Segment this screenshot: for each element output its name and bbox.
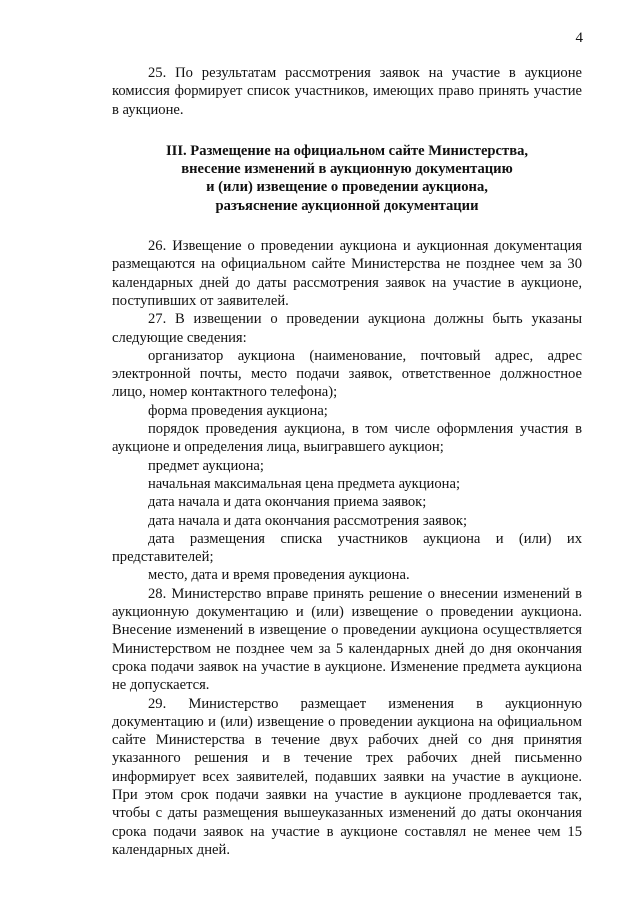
list-item: дата размещения списка участников аукциона и (или) их представителей; xyxy=(112,530,582,566)
paragraph-29: 29. Министерство размещает изменения в аукционную документацию и (или) извещение о проведении аукциона на официальном сайте Министерства в течение двух рабочих дней со дня принятия указанного решения и в течение трех рабочих дней письменно информирует всех заявителей, подавших заявки на участие в аукционе. При этом срок подачи заявки на участие в аукционе продлевается так, чтобы с даты размещения вышеуказанных изменений до даты окончания срока подачи заявок на участие в аукционе составлял не менее чем 15 календарных дней. xyxy=(112,695,582,858)
list-item: место, дата и время проведения аукциона. xyxy=(148,567,410,584)
list-item: порядок проведения аукциона, в том числе оформления участия в аукционе и определения лица, выигравшего аукцион; xyxy=(112,421,582,456)
document-body xyxy=(112,64,582,859)
list-27 xyxy=(112,347,582,585)
heading-line-1: III. Размещение на официальном сайте Министерства, xyxy=(165,142,529,159)
heading-line-3: и (или) извещение о проведении аукциона, xyxy=(206,179,488,196)
heading-line-2: внесение изменений в аукционную документацию xyxy=(181,161,513,178)
list-item: организатор аукциона (наименование, почтовый адрес, адрес электронной почты, место подачи заявок, ответственное должностное лицо, номер контактного телефона); xyxy=(112,347,582,401)
list-item: начальная максимальная цена предмета аукциона; xyxy=(148,475,461,492)
list-item: форма проведения аукциона; xyxy=(148,402,328,419)
paragraph-28: 28. Министерство вправе принять решение о внесении изменений в аукционную документацию и (или) извещение о проведении аукциона. Внесение изменений в извещение о проведении аукциона осуществляется Министерством не позднее чем за 5 календарных дней до дня окончания срока подачи заявок на участие в аукционе. Изменение предмета аукциона не допускается. xyxy=(112,585,582,694)
page-number: 4 xyxy=(575,30,583,46)
paragraph-27: 27. В извещении о проведении аукциона должны быть указаны следующие сведения: xyxy=(112,311,582,346)
list-item: дата начала и дата окончания рассмотрения заявок; xyxy=(148,512,468,529)
paragraph-25: 25. По результатам рассмотрения заявок на участие в аукционе комиссия формирует список участников, имеющих право принять участие в аукционе. xyxy=(112,65,582,118)
paragraph-26: 26. Извещение о проведении аукциона и аукционная документация размещаются на официальном сайте Министерства не позднее чем за 30 календарных дней до даты рассмотрения заявок на участие в аукционе, поступивших от заявителей. xyxy=(112,238,582,309)
list-item: дата начала и дата окончания приема заявок; xyxy=(148,494,427,511)
list-item: предмет аукциона; xyxy=(148,457,264,474)
heading-line-4: разъяснение аукционной документации xyxy=(215,197,479,214)
section-heading-3 xyxy=(112,142,582,215)
